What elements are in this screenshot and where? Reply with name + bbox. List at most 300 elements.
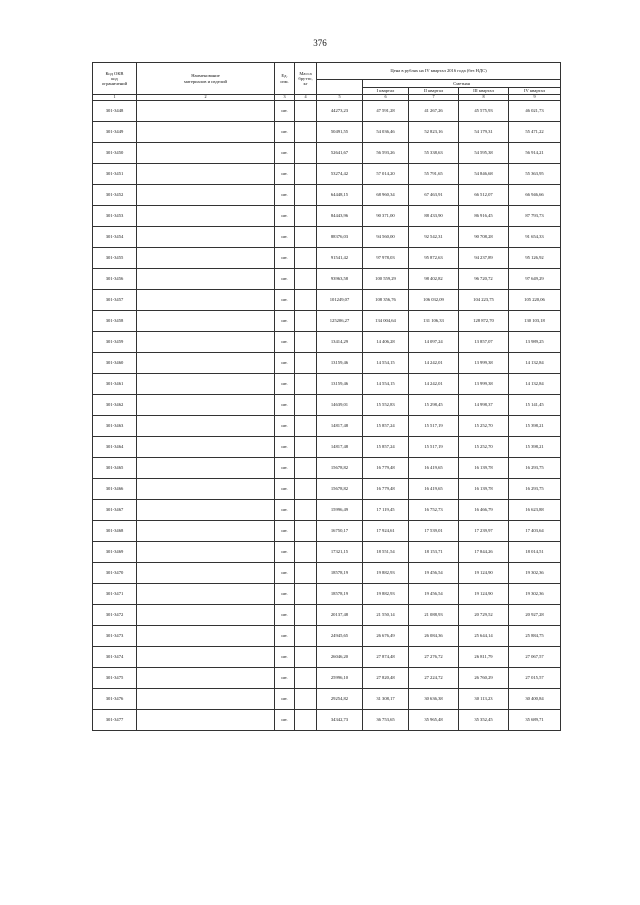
cell-mass [295, 668, 317, 689]
cell-name [137, 164, 275, 185]
cell-mass [295, 626, 317, 647]
cell-q3-price: 13 999,38 [459, 374, 509, 395]
header-unit [275, 63, 295, 95]
cell-q2-price: 52 823,16 [409, 122, 459, 143]
cell-mass [295, 437, 317, 458]
cell-q2-price: 106 032,09 [409, 290, 459, 311]
header-code-line3: ограничений [101, 81, 128, 87]
cell-q2-price: 41 267,26 [409, 101, 459, 122]
cell-unit: шт. [275, 668, 295, 689]
cell-q2-price: 16 752,73 [409, 500, 459, 521]
cell-q4-price: 30 400,84 [509, 689, 561, 710]
cell-code: 301-3477 [93, 710, 137, 731]
table-row [93, 269, 561, 290]
cell-mass [295, 710, 317, 731]
cell-unit: шт. [275, 689, 295, 710]
table-row [93, 647, 561, 668]
column-number: 4 [295, 95, 317, 101]
cell-q4-price: 35 689,71 [509, 710, 561, 731]
cell-q4-price: 97 649,29 [509, 269, 561, 290]
cell-code: 301-3459 [93, 332, 137, 353]
cell-mass [295, 458, 317, 479]
header-unit-line1: Ед. [281, 73, 288, 79]
cell-q1-price: 15 552,83 [363, 395, 409, 416]
column-number: 9 [509, 95, 561, 101]
cell-mass [295, 479, 317, 500]
cell-q1-price: 54 036,46 [363, 122, 409, 143]
cell-q1-price: 17 119,45 [363, 500, 409, 521]
cell-q1-price: 27 820,48 [363, 668, 409, 689]
header-mass [295, 63, 317, 95]
cell-code: 301-3464 [93, 437, 137, 458]
table-row [93, 710, 561, 731]
column-number: 6 [363, 95, 409, 101]
table-row [93, 605, 561, 626]
cell-unit: шт. [275, 206, 295, 227]
header-mass-line3: кг [303, 81, 308, 87]
cell-q2-price: 18 153,71 [409, 542, 459, 563]
cell-base-price: 26046,20 [317, 647, 363, 668]
cell-base-price: 14817,48 [317, 416, 363, 437]
cell-name [137, 206, 275, 227]
cell-mass [295, 605, 317, 626]
cell-base-price: 88376,03 [317, 227, 363, 248]
cell-q2-price: 26 084,36 [409, 626, 459, 647]
table-row [93, 668, 561, 689]
table-row [93, 227, 561, 248]
cell-q1-price: 14 554,15 [363, 374, 409, 395]
column-number: 1 [93, 95, 137, 101]
cell-base-price: 50491,55 [317, 122, 363, 143]
cell-q2-price: 16 419,65 [409, 458, 459, 479]
cell-q3-price: 19 124,90 [459, 563, 509, 584]
cell-mass [295, 332, 317, 353]
cell-base-price: 53274,42 [317, 164, 363, 185]
cell-q4-price: 87 793,73 [509, 206, 561, 227]
cell-q1-price: 90 371,00 [363, 206, 409, 227]
cell-code: 301-3462 [93, 395, 137, 416]
cell-name [137, 269, 275, 290]
header-forecast-group: Сметная [363, 80, 561, 88]
cell-q2-price: 14 097,24 [409, 332, 459, 353]
cell-code: 301-3469 [93, 542, 137, 563]
table-row [93, 311, 561, 332]
cell-mass [295, 647, 317, 668]
header-base [317, 80, 363, 95]
cell-name [137, 353, 275, 374]
table-row [93, 143, 561, 164]
cell-name [137, 584, 275, 605]
cell-q3-price: 90 708,28 [459, 227, 509, 248]
cell-code: 301-3455 [93, 248, 137, 269]
cell-q1-price: 68 960,34 [363, 185, 409, 206]
cell-q4-price: 46 021,73 [509, 101, 561, 122]
cell-code: 301-3458 [93, 311, 137, 332]
cell-code: 301-3465 [93, 458, 137, 479]
cell-unit: шт. [275, 395, 295, 416]
cell-mass [295, 542, 317, 563]
cell-name [137, 647, 275, 668]
cell-base-price: 93963,58 [317, 269, 363, 290]
cell-q4-price: 55 363,95 [509, 164, 561, 185]
cell-unit: шт. [275, 101, 295, 122]
cell-unit: шт. [275, 710, 295, 731]
cell-name [137, 458, 275, 479]
cell-q2-price: 16 419,65 [409, 479, 459, 500]
cell-name [137, 626, 275, 647]
cell-code: 301-3449 [93, 122, 137, 143]
cell-base-price: 91541,42 [317, 248, 363, 269]
cell-q3-price: 128 872,70 [459, 311, 509, 332]
header-row-top [93, 63, 561, 80]
cell-q2-price: 131 106,33 [409, 311, 459, 332]
header-mass-line1: Масса [299, 70, 312, 76]
cell-q3-price: 19 124,90 [459, 584, 509, 605]
cell-unit: шт. [275, 437, 295, 458]
cell-q2-price: 19 456,54 [409, 563, 459, 584]
cell-name [137, 374, 275, 395]
cell-code: 301-3470 [93, 563, 137, 584]
cell-name [137, 689, 275, 710]
cell-code: 301-3472 [93, 605, 137, 626]
cell-mass [295, 416, 317, 437]
cell-name [137, 521, 275, 542]
cell-base-price: 14817,48 [317, 437, 363, 458]
cell-code: 301-3457 [93, 290, 137, 311]
cell-name [137, 710, 275, 731]
cell-name [137, 248, 275, 269]
cell-base-price: 13414,29 [317, 332, 363, 353]
cell-name [137, 479, 275, 500]
cell-q2-price: 67 463,91 [409, 185, 459, 206]
cell-code: 301-3456 [93, 269, 137, 290]
cell-q1-price: 94 560,00 [363, 227, 409, 248]
cell-q1-price: 17 924,61 [363, 521, 409, 542]
table-row [93, 164, 561, 185]
cell-q4-price: 16 623,88 [509, 500, 561, 521]
cell-unit: шт. [275, 332, 295, 353]
cell-base-price: 18578,19 [317, 563, 363, 584]
cell-q4-price: 18 014,51 [509, 542, 561, 563]
cell-q3-price: 15 252,70 [459, 437, 509, 458]
cell-base-price: 24945,65 [317, 626, 363, 647]
cell-q2-price: 15 517,19 [409, 416, 459, 437]
cell-base-price: 13159,46 [317, 374, 363, 395]
cell-code: 301-3476 [93, 689, 137, 710]
cell-q3-price: 30 113,23 [459, 689, 509, 710]
cell-base-price: 17321,15 [317, 542, 363, 563]
cell-name [137, 563, 275, 584]
cell-code: 301-3452 [93, 185, 137, 206]
cell-unit: шт. [275, 626, 295, 647]
cell-code: 301-3463 [93, 416, 137, 437]
cell-unit: шт. [275, 185, 295, 206]
column-number: 3 [275, 95, 295, 101]
cell-q2-price: 95 872,63 [409, 248, 459, 269]
header-code-line2: код [111, 75, 118, 81]
cell-mass [295, 521, 317, 542]
cell-name [137, 122, 275, 143]
cell-q1-price: 97 978,03 [363, 248, 409, 269]
cell-unit: шт. [275, 458, 295, 479]
cell-q1-price: 100 559,29 [363, 269, 409, 290]
table-row [93, 290, 561, 311]
cell-unit: шт. [275, 143, 295, 164]
cell-q1-price: 18 551,54 [363, 542, 409, 563]
cell-base-price: 101249,07 [317, 290, 363, 311]
cell-name [137, 542, 275, 563]
cell-q4-price: 14 132,84 [509, 374, 561, 395]
cell-q1-price: 16 779,48 [363, 458, 409, 479]
cell-name [137, 605, 275, 626]
cell-mass [295, 269, 317, 290]
cell-q2-price: 15 517,19 [409, 437, 459, 458]
cell-unit: шт. [275, 227, 295, 248]
table-row [93, 521, 561, 542]
cell-name [137, 332, 275, 353]
cell-q4-price: 91 654,33 [509, 227, 561, 248]
cell-q2-price: 19 456,54 [409, 584, 459, 605]
cell-q4-price: 19 302,36 [509, 584, 561, 605]
cell-q4-price: 14 132,84 [509, 353, 561, 374]
cell-q2-price: 92 542,31 [409, 227, 459, 248]
table-row [93, 374, 561, 395]
cell-q1-price: 15 857,24 [363, 437, 409, 458]
header-code [93, 63, 137, 95]
table-row [93, 479, 561, 500]
cell-q1-price: 134 004,64 [363, 311, 409, 332]
cell-q4-price: 15 141,45 [509, 395, 561, 416]
cell-base-price: 15678,82 [317, 458, 363, 479]
cell-base-price: 64448,15 [317, 185, 363, 206]
cell-unit: шт. [275, 353, 295, 374]
cell-q3-price: 16 139,78 [459, 458, 509, 479]
header-unit-line2: изм. [280, 78, 289, 84]
table-row [93, 395, 561, 416]
cell-name [137, 416, 275, 437]
cell-q3-price: 54 595,38 [459, 143, 509, 164]
cell-unit: шт. [275, 416, 295, 437]
cell-base-price: 84443,96 [317, 206, 363, 227]
cell-q4-price: 19 302,36 [509, 563, 561, 584]
cell-base-price: 15996,49 [317, 500, 363, 521]
cell-q3-price: 13 857,07 [459, 332, 509, 353]
cell-q4-price: 20 927,28 [509, 605, 561, 626]
cell-name [137, 101, 275, 122]
page-number: 376 [313, 38, 327, 48]
cell-base-price: 25996,10 [317, 668, 363, 689]
cell-q3-price: 17 844,26 [459, 542, 509, 563]
cell-code: 301-3450 [93, 143, 137, 164]
cell-mass [295, 185, 317, 206]
cell-unit: шт. [275, 521, 295, 542]
cell-q1-price: 26 676,49 [363, 626, 409, 647]
cell-mass [295, 290, 317, 311]
header-name [137, 63, 275, 95]
cell-unit: шт. [275, 584, 295, 605]
cell-base-price: 13159,46 [317, 353, 363, 374]
cell-mass [295, 101, 317, 122]
table-row [93, 206, 561, 227]
cell-mass [295, 374, 317, 395]
cell-name [137, 668, 275, 689]
cell-q3-price: 20 729,52 [459, 605, 509, 626]
cell-mass [295, 122, 317, 143]
cell-q3-price: 14 998,37 [459, 395, 509, 416]
cell-code: 301-3467 [93, 500, 137, 521]
cell-q4-price: 25 884,75 [509, 626, 561, 647]
cell-q3-price: 16 139,78 [459, 479, 509, 500]
cell-mass [295, 563, 317, 584]
table-row [93, 563, 561, 584]
cell-mass [295, 143, 317, 164]
cell-base-price: 29254,82 [317, 689, 363, 710]
cell-unit: шт. [275, 290, 295, 311]
cell-q1-price: 21 550,14 [363, 605, 409, 626]
cell-q1-price: 47 591,28 [363, 101, 409, 122]
cell-q3-price: 15 252,70 [459, 416, 509, 437]
cell-q3-price: 13 999,38 [459, 353, 509, 374]
cell-name [137, 395, 275, 416]
cell-q2-price: 27 224,72 [409, 668, 459, 689]
cell-unit: шт. [275, 605, 295, 626]
cell-q1-price: 31 308,17 [363, 689, 409, 710]
cell-q2-price: 15 298,45 [409, 395, 459, 416]
cell-code: 301-3448 [93, 101, 137, 122]
price-table [92, 62, 561, 731]
cell-q1-price: 16 779,48 [363, 479, 409, 500]
header-name-line2: материалов и изделий [184, 78, 227, 84]
header-price-group: Цена в рублях на IV квартал 2016 года (без НДС) [317, 63, 561, 80]
cell-q1-price: 57 014,20 [363, 164, 409, 185]
cell-code: 301-3460 [93, 353, 137, 374]
header-name-line1: Наименование [191, 73, 220, 79]
cell-unit: шт. [275, 311, 295, 332]
column-number: 2 [137, 95, 275, 101]
cell-unit: шт. [275, 647, 295, 668]
cell-base-price: 125206,27 [317, 311, 363, 332]
table-row [93, 458, 561, 479]
cell-base-price: 18578,19 [317, 584, 363, 605]
cell-name [137, 143, 275, 164]
cell-mass [295, 395, 317, 416]
cell-name [137, 185, 275, 206]
cell-q4-price: 17 403,64 [509, 521, 561, 542]
cell-unit: шт. [275, 269, 295, 290]
table-row [93, 101, 561, 122]
table-row [93, 122, 561, 143]
cell-unit: шт. [275, 164, 295, 185]
cell-q4-price: 13 989,25 [509, 332, 561, 353]
cell-code: 301-3461 [93, 374, 137, 395]
cell-base-price: 16750,17 [317, 521, 363, 542]
cell-mass [295, 206, 317, 227]
cell-unit: шт. [275, 563, 295, 584]
cell-name [137, 437, 275, 458]
cell-q1-price: 14 406,28 [363, 332, 409, 353]
cell-q4-price: 15 398,21 [509, 437, 561, 458]
header-code-line1: Код ОКВ [105, 70, 124, 76]
cell-q1-price: 56 593,26 [363, 143, 409, 164]
cell-mass [295, 500, 317, 521]
cell-q3-price: 66 512,07 [459, 185, 509, 206]
cell-code: 301-3468 [93, 521, 137, 542]
cell-q3-price: 25 644,14 [459, 626, 509, 647]
cell-code: 301-3454 [93, 227, 137, 248]
cell-q1-price: 108 356,76 [363, 290, 409, 311]
cell-name [137, 290, 275, 311]
cell-mass [295, 584, 317, 605]
cell-q2-price: 14 242,01 [409, 353, 459, 374]
cell-code: 301-3451 [93, 164, 137, 185]
cell-q2-price: 88 433,90 [409, 206, 459, 227]
cell-q1-price: 19 882,93 [363, 584, 409, 605]
cell-q2-price: 27 276,72 [409, 647, 459, 668]
cell-code: 301-3471 [93, 584, 137, 605]
table-row [93, 353, 561, 374]
cell-q2-price: 55 338,63 [409, 143, 459, 164]
cell-unit: шт. [275, 542, 295, 563]
header-mass-line2: брутто, [298, 75, 313, 81]
cell-q3-price: 94 237,89 [459, 248, 509, 269]
cell-base-price: 52641,67 [317, 143, 363, 164]
table-row [93, 185, 561, 206]
cell-mass [295, 353, 317, 374]
cell-q4-price: 56 914,21 [509, 143, 561, 164]
cell-q2-price: 14 242,01 [409, 374, 459, 395]
cell-base-price: 14639,01 [317, 395, 363, 416]
cell-base-price: 44273,23 [317, 101, 363, 122]
cell-q2-price: 55 791,65 [409, 164, 459, 185]
header-q2: II квартал [409, 88, 459, 95]
cell-q4-price: 55 471,22 [509, 122, 561, 143]
cell-q3-price: 17 239,97 [459, 521, 509, 542]
cell-base-price: 20137,48 [317, 605, 363, 626]
cell-q3-price: 104 223,75 [459, 290, 509, 311]
cell-name [137, 227, 275, 248]
cell-q3-price: 86 916,45 [459, 206, 509, 227]
cell-code: 301-3475 [93, 668, 137, 689]
cell-q2-price: 35 965,48 [409, 710, 459, 731]
table-row [93, 332, 561, 353]
cell-name [137, 500, 275, 521]
cell-name [137, 311, 275, 332]
cell-q2-price: 98 402,82 [409, 269, 459, 290]
cell-q3-price: 26 811,79 [459, 647, 509, 668]
cell-code: 301-3453 [93, 206, 137, 227]
cell-q2-price: 17 539,01 [409, 521, 459, 542]
column-number: 8 [459, 95, 509, 101]
cell-q1-price: 14 554,15 [363, 353, 409, 374]
cell-q1-price: 27 874,48 [363, 647, 409, 668]
cell-q4-price: 16 293,75 [509, 458, 561, 479]
cell-q1-price: 36 753,65 [363, 710, 409, 731]
table-row [93, 437, 561, 458]
cell-q4-price: 27 015,57 [509, 668, 561, 689]
cell-q4-price: 16 293,75 [509, 479, 561, 500]
cell-mass [295, 248, 317, 269]
cell-q3-price: 54 179,31 [459, 122, 509, 143]
cell-q3-price: 26 760,29 [459, 668, 509, 689]
cell-unit: шт. [275, 479, 295, 500]
column-number: 5 [317, 95, 363, 101]
cell-unit: шт. [275, 122, 295, 143]
cell-q4-price: 27 067,57 [509, 647, 561, 668]
table-row [93, 542, 561, 563]
header-q3: III квартал [459, 88, 509, 95]
cell-unit: шт. [275, 374, 295, 395]
table-row [93, 584, 561, 605]
